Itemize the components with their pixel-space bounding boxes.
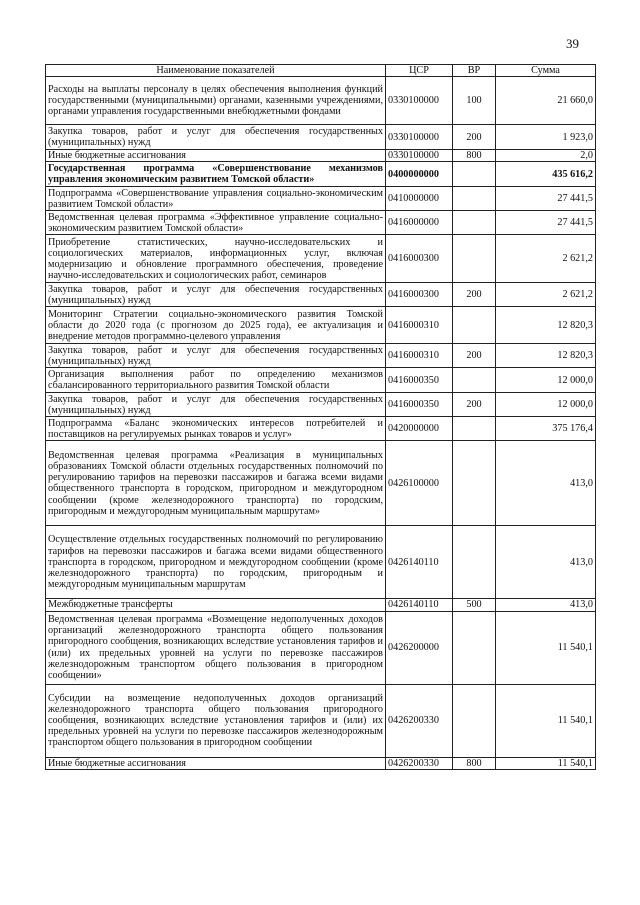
row-sum: 12 000,0 bbox=[496, 393, 596, 417]
row-csr: 0426140110 bbox=[386, 599, 453, 611]
row-sum: 375 176,4 bbox=[496, 417, 596, 441]
row-vr bbox=[453, 441, 496, 526]
row-vr bbox=[453, 684, 496, 757]
row-csr: 0330100000 bbox=[386, 150, 453, 162]
row-sum: 27 441,5 bbox=[496, 211, 596, 235]
table-row bbox=[46, 684, 596, 757]
row-csr: 0330100000 bbox=[386, 125, 453, 150]
budget-table bbox=[45, 64, 596, 770]
row-vr: 500 bbox=[453, 599, 496, 611]
row-vr: 200 bbox=[453, 283, 496, 307]
row-sum: 21 660,0 bbox=[496, 77, 596, 125]
row-name: Организация выполнения работ по определению механизмов сбалансированного территориального развития Томской области bbox=[46, 368, 386, 393]
row-vr bbox=[453, 611, 496, 684]
row-name: Закупка товаров, работ и услуг для обеспечения государственных (муниципальных) нужд bbox=[46, 125, 386, 150]
row-vr bbox=[453, 211, 496, 235]
row-vr: 200 bbox=[453, 344, 496, 368]
row-csr: 0416000350 bbox=[386, 368, 453, 393]
table-row bbox=[46, 77, 596, 125]
table-row bbox=[46, 283, 596, 307]
table-row bbox=[46, 368, 596, 393]
row-sum: 27 441,5 bbox=[496, 187, 596, 211]
table-row bbox=[46, 757, 596, 769]
row-name: Иные бюджетные ассигнования bbox=[46, 150, 386, 162]
row-csr: 0426200330 bbox=[386, 684, 453, 757]
row-sum: 413,0 bbox=[496, 441, 596, 526]
row-csr: 0426140110 bbox=[386, 526, 453, 599]
row-vr: 200 bbox=[453, 125, 496, 150]
row-name: Иные бюджетные ассигнования bbox=[46, 757, 386, 769]
row-csr: 0416000350 bbox=[386, 393, 453, 417]
row-csr: 0426200000 bbox=[386, 611, 453, 684]
table-row bbox=[46, 393, 596, 417]
table-row bbox=[46, 211, 596, 235]
row-name: Закупка товаров, работ и услуг для обеспечения государственных (муниципальных) нужд bbox=[46, 344, 386, 368]
row-csr: 0426100000 bbox=[386, 441, 453, 526]
table-header-row bbox=[46, 65, 596, 77]
row-csr: 0416000310 bbox=[386, 344, 453, 368]
row-vr bbox=[453, 235, 496, 283]
row-sum: 11 540,1 bbox=[496, 684, 596, 757]
row-name: Мониторинг Стратегии социально-экономического развития Томской области до 2020 года (с прогнозом до 2025 года), ее актуализация и внедрение методов программно-целевого управления bbox=[46, 307, 386, 344]
row-name: Закупка товаров, работ и услуг для обеспечения государственных (муниципальных) нужд bbox=[46, 283, 386, 307]
header-csr: ЦСР bbox=[386, 65, 453, 77]
row-csr: 0416000310 bbox=[386, 307, 453, 344]
row-csr: 0330100000 bbox=[386, 77, 453, 125]
row-vr: 800 bbox=[453, 150, 496, 162]
table-row bbox=[46, 235, 596, 283]
row-vr: 200 bbox=[453, 393, 496, 417]
row-name: Межбюджетные трансферты bbox=[46, 599, 386, 611]
row-sum: 413,0 bbox=[496, 526, 596, 599]
table-row bbox=[46, 150, 596, 162]
table-row bbox=[46, 526, 596, 599]
header-name: Наименование показателей bbox=[46, 65, 386, 77]
header-vr: ВР bbox=[453, 65, 496, 77]
table-row bbox=[46, 417, 596, 441]
row-vr bbox=[453, 187, 496, 211]
row-sum: 12 000,0 bbox=[496, 368, 596, 393]
row-sum: 2 621,2 bbox=[496, 235, 596, 283]
row-sum: 1 923,0 bbox=[496, 125, 596, 150]
row-name: Ведомственная целевая программа «Возмещение недополученных доходов организаций железнодорожного транспорта общего пользования пригородного сообщения, возникающих вследствие установления тарифов и (или) их предельных уровней на услуги по перевозке пассажиров железнодорожным транспортом общего пользования в пригородном сообщении» bbox=[46, 611, 386, 684]
row-sum: 11 540,1 bbox=[496, 611, 596, 684]
row-name: Приобретение статистических, научно-исследовательских и социологических материалов, информационных услуг, включая модернизацию и обновление программного обеспечения, проведение научно-исследовательских и социологических работ, семинаров bbox=[46, 235, 386, 283]
row-sum: 435 616,2 bbox=[496, 162, 596, 187]
row-sum: 413,0 bbox=[496, 599, 596, 611]
row-csr: 0416000000 bbox=[386, 211, 453, 235]
row-csr: 0416000300 bbox=[386, 283, 453, 307]
row-name: Субсидии на возмещение недополученных доходов организаций железнодорожного транспорта общего пользования пригородного сообщения, возникающих вследствие установления тарифов и (или) их предельных уровней на услуги по перевозке пассажиров железнодорожным транспортом общего пользования в пригородном сообщении bbox=[46, 684, 386, 757]
table-row bbox=[46, 162, 596, 187]
table-row bbox=[46, 344, 596, 368]
row-name: Закупка товаров, работ и услуг для обеспечения государственных (муниципальных) нужд bbox=[46, 393, 386, 417]
row-sum: 11 540,1 bbox=[496, 757, 596, 769]
header-sum: Сумма bbox=[496, 65, 596, 77]
row-sum: 12 820,3 bbox=[496, 307, 596, 344]
row-name: Подпрограмма «Баланс экономических интересов потребителей и поставщиков на регулируемых рынках товаров и услуг» bbox=[46, 417, 386, 441]
row-sum: 2 621,2 bbox=[496, 283, 596, 307]
row-vr: 100 bbox=[453, 77, 496, 125]
table-row bbox=[46, 611, 596, 684]
row-csr: 0400000000 bbox=[386, 162, 453, 187]
page-number: 39 bbox=[566, 36, 579, 51]
table-row bbox=[46, 187, 596, 211]
row-vr bbox=[453, 307, 496, 344]
row-name: Осуществление отдельных государственных полномочий по регулированию тарифов на перевозки пассажиров и багажа всеми видами общественного транспорта в городском, пригородном и междугородном сообщении (кроме железнодорожного транспорта) по городским, пригородным и междугородным муниципальным маршрутам bbox=[46, 526, 386, 599]
table-row bbox=[46, 441, 596, 526]
row-csr: 0426200330 bbox=[386, 757, 453, 769]
row-csr: 0420000000 bbox=[386, 417, 453, 441]
row-name: Ведомственная целевая программа «Эффективное управление социально-экономическим развитием Томской области» bbox=[46, 211, 386, 235]
row-vr bbox=[453, 162, 496, 187]
row-csr: 0410000000 bbox=[386, 187, 453, 211]
row-csr: 0416000300 bbox=[386, 235, 453, 283]
row-name: Расходы на выплаты персоналу в целях обеспечения выполнения функций государственными (муниципальными) органами, казенными учреждениями, органами управления государственными внебюджетными фондами bbox=[46, 77, 386, 125]
table-row bbox=[46, 125, 596, 150]
row-vr bbox=[453, 417, 496, 441]
table-row bbox=[46, 599, 596, 611]
row-vr bbox=[453, 526, 496, 599]
row-name: Подпрограмма «Совершенствование управления социально-экономическим развитием Томской области» bbox=[46, 187, 386, 211]
row-name: Ведомственная целевая программа «Реализация в муниципальных образованиях Томской области отдельных государственных полномочий по регулированию тарифов на перевозки пассажиров и багажа всеми видами общественного транспорта в городском, пригородном и междугородном сообщении (кроме железнодорожного транспорта) по городским, пригородным и междугородным муниципальным маршрутам» bbox=[46, 441, 386, 526]
table-row bbox=[46, 307, 596, 344]
row-vr: 800 bbox=[453, 757, 496, 769]
row-vr bbox=[453, 368, 496, 393]
row-sum: 2,0 bbox=[496, 150, 596, 162]
row-sum: 12 820,3 bbox=[496, 344, 596, 368]
row-name: Государственная программа «Совершенствование механизмов управления экономическим развитием Томской области» bbox=[46, 162, 386, 187]
